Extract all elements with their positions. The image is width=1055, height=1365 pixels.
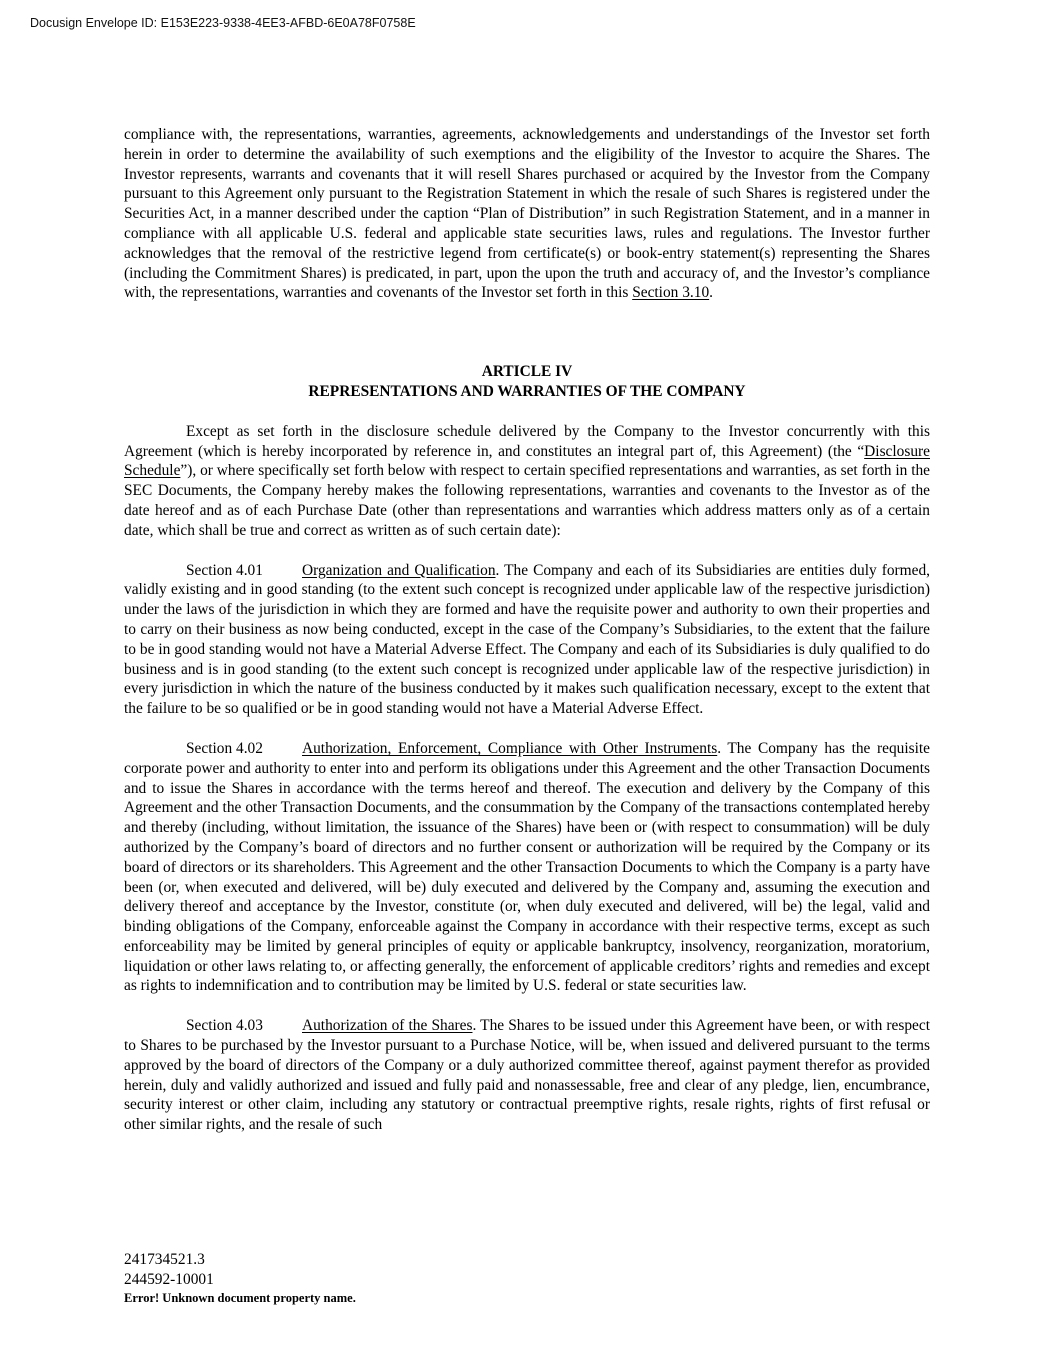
continuation-text: compliance with, the representations, warranties, agreements, acknowledgements and understandings of the Investor set forth herein in order to determine the availability of such exemptions and the eligibility of the Investor to acquire the Shares. The Investor represents, warrants and covenants that it will resell Shares purchased or acquired by the Investor from the Company pursuant to this Agreement only pursuant to the Registration Statement in which the resale of such Shares is registered under the Securities Act, in a manner described under the caption “Plan of Distribution” in such Registration Statement, and in a manner in compliance with all applicable U.S. federal and applicable state securities laws, rules and regulations. The Investor further acknowledges that the removal of the restrictive legend from certificate(s) or book-entry statement(s) representing the Shares (including the Commitment Shares) is predicated, in part, upon the upon the truth and accuracy of, and the Investor’s compliance with, the representations, warranties and covenants of the Investor set forth in this <box>124 126 930 302</box>
section-4-02 <box>124 739 930 996</box>
intro-text: Except as set forth in the disclosure schedule delivered by the Company to the Investor concurrently with this Agreement (which is hereby incorporated by reference in, and constitutes an integral part of, this Agreement) (the “ <box>124 422 930 460</box>
section-heading: Organization and Qualification <box>302 561 496 579</box>
continuation-paragraph <box>124 125 930 303</box>
section-number: Section 4.01 <box>186 561 263 579</box>
section-body: . The Company and each of its Subsidiaries are entities duly formed, validly existing and in good standing (to the extent such concept is recognized under applicable law of the respective jurisdiction) under the laws of the jurisdiction in which they are formed and have the requisite power and authority to own their properties and to carry on their business as now being conducted, except in the case of the Company’s Subsidiaries, to the extent that the failure to be in good standing would not have a Material Adverse Effect. The Company and each of its Subsidiaries is duly qualified to do business and is in good standing (to the extent such concept is recognized under applicable law of the respective jurisdiction) in every jurisdiction in which the nature of the business conducted by it makes such qualification necessary, except to the extent that the failure to be so qualified or be in good standing would not have a Material Adverse Effect. <box>124 561 930 718</box>
section-4-01 <box>124 561 930 719</box>
section-3-10-reference: Section 3.10 <box>632 284 710 302</box>
section-body: . The Shares to be issued under this Agreement have been, or with respect to Shares to be purchased by the Investor pursuant to a Purchase Notice, will be, when issued and delivered pursuant to the terms approved by the board of directors of the Company or a duly authorized committee thereof, against payment therefor as provided herein, duly and validly authorized and issued and fully paid and nonassessable, free and clear of any pledge, lien, encumbrance, security interest or other claim, including any statutory or contractual preemptive rights, resale rights, rights of first refusal or other similar rights, and the resale of such <box>124 1017 930 1134</box>
article-heading <box>124 362 930 402</box>
article-number: ARTICLE IV <box>481 363 573 381</box>
section-heading: Authorization of the Shares <box>302 1017 473 1035</box>
disclosure-schedule-term: Disclosure Schedule <box>124 442 930 480</box>
article-title: REPRESENTATIONS AND WARRANTIES OF THE COMPANY <box>308 382 746 400</box>
section-number: Section 4.03 <box>186 1017 263 1035</box>
docusign-envelope-id: Docusign Envelope ID: E153E223-9338-4EE3-AFBD-6E0A78F0758E <box>30 16 416 30</box>
section-4-03 <box>124 1016 930 1135</box>
section-heading: Authorization, Enforcement, Compliance with Other Instruments <box>302 739 718 757</box>
intro-text-cont: ”), or where specifically set forth below with respect to certain specified representations and warranties, as set forth in the SEC Documents, the Company hereby makes the following representations, warranties and covenants to the Investor as of the date hereof and as of each Purchase Date (other than representations and warranties which address matters only as of a certain date, which shall be true and correct as written as of such certain date): <box>124 462 930 539</box>
document-body <box>124 125 930 1135</box>
intro-paragraph <box>124 422 930 541</box>
page-footer <box>124 1250 356 1307</box>
footer-doc-number: 241734521.3 <box>124 1251 205 1268</box>
footer-matter-number: 244592-10001 <box>124 1270 214 1288</box>
footer-error-text: Error! Unknown document property name. <box>124 1291 356 1305</box>
section-body: . The Company has the requisite corporate power and authority to enter into and perform its obligations under this Agreement and the other Transaction Documents and to issue the Shares in accordance with the terms hereof and thereof. The execution and delivery by the Company of this Agreement and the other Transaction Documents, and the consummation by the Company of the transactions contemplated hereby and thereby (including, without limitation, the issuance of the Shares) have been or (with respect to consummation) will be duly authorized by the Company’s board of directors and no further consent or authorization will be required by the Company or its board of directors or its shareholders. This Agreement and the other Transaction Documents to which the Company is a party have been (or, when executed and delivered, will be) duly executed and delivered by the Company and, assuming the execution and delivery thereof and acceptance by the Investor, constitute (or, when duly executed and delivered, will be) the legal, valid and binding obligations of the Company, enforceable against the Company in accordance with their respective terms, except as such enforceability may be limited by general principles of equity or applicable bankruptcy, insolvency, reorganization, moratorium, liquidation or other laws relating to, or affecting generally, the enforcement of applicable creditors’ rights and remedies and except as rights to indemnification and to contribution may be limited by U.S. federal or state securities law. <box>124 739 930 995</box>
continuation-end: . <box>709 284 713 302</box>
section-number: Section 4.02 <box>186 739 263 757</box>
